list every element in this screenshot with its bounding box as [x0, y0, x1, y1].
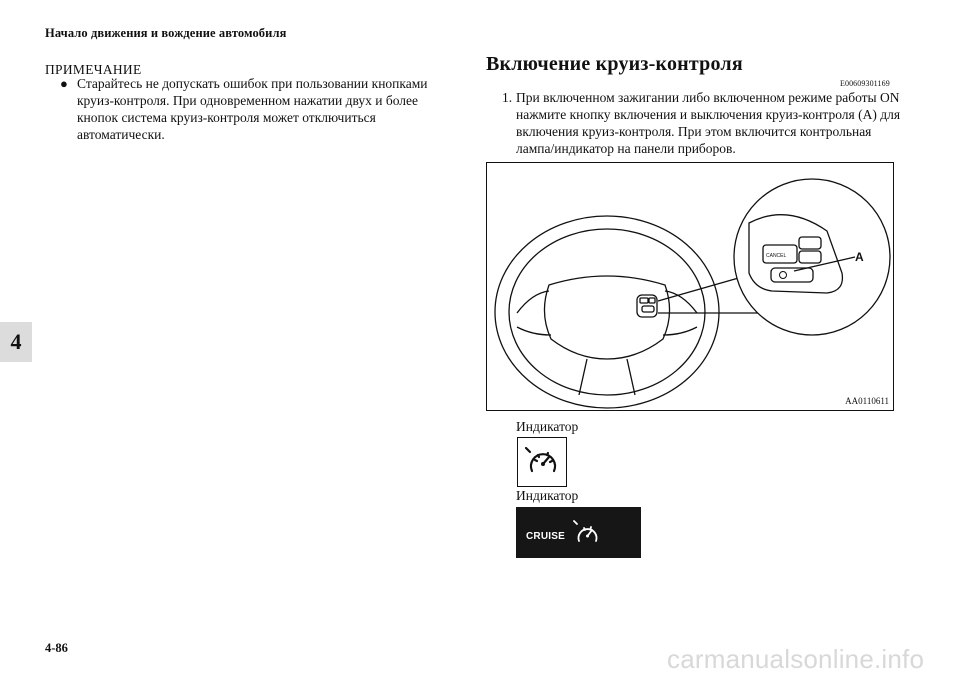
watermark: carmanualsonline.info — [667, 644, 925, 674]
cruise-text: CRUISE — [526, 531, 565, 542]
step-number: 1. — [502, 90, 513, 105]
note-text: Старайтесь не допускать ошибок при пользовании кнопками круиз-контроля. При одновременном нажатии двух и более кнопок система круиз-контроля может отключиться автоматически. — [77, 76, 428, 142]
indicator-lamp — [517, 437, 567, 487]
chapter-number: 4 — [10, 329, 22, 354]
callout-a: A — [855, 250, 864, 264]
cruise-speedometer-icon — [571, 517, 603, 549]
note-title: ПРИМЕЧАНИЕ — [45, 62, 142, 77]
steering-wheel-illustration — [487, 163, 893, 410]
speedometer-icon — [518, 438, 566, 486]
section-code: E00609301169 — [840, 79, 890, 88]
running-header: Начало движения и вождение автомобиля — [45, 26, 287, 40]
cruise-indicator-panel — [516, 507, 641, 558]
figure-code: AA0110611 — [845, 396, 889, 406]
step-text: При включенном зажигании либо включенном режиме работы ON нажмите кнопку включения и выключения круиз-контроля (A) для включения круиз-контроля. При этом включится контрольная лампа/индикатор на панели приборов. — [516, 90, 901, 156]
note-body — [60, 75, 445, 143]
wheel-rim-inner — [509, 229, 705, 395]
section-title: Включение круиз-контроля — [486, 53, 743, 75]
cancel-label: CANCEL — [766, 253, 787, 259]
bullet-icon: ● — [60, 76, 68, 91]
wheel-rim-outer — [495, 216, 719, 408]
magnified-circle — [734, 179, 890, 335]
step-1 — [502, 89, 902, 157]
indicator-label-1: Индикатор — [516, 419, 579, 434]
steering-wheel-figure — [486, 162, 894, 411]
page-number: 4-86 — [45, 641, 68, 655]
chapter-tab — [0, 322, 32, 362]
bottom-spoke — [579, 359, 635, 395]
indicator-label-2: Индикатор — [516, 488, 579, 503]
